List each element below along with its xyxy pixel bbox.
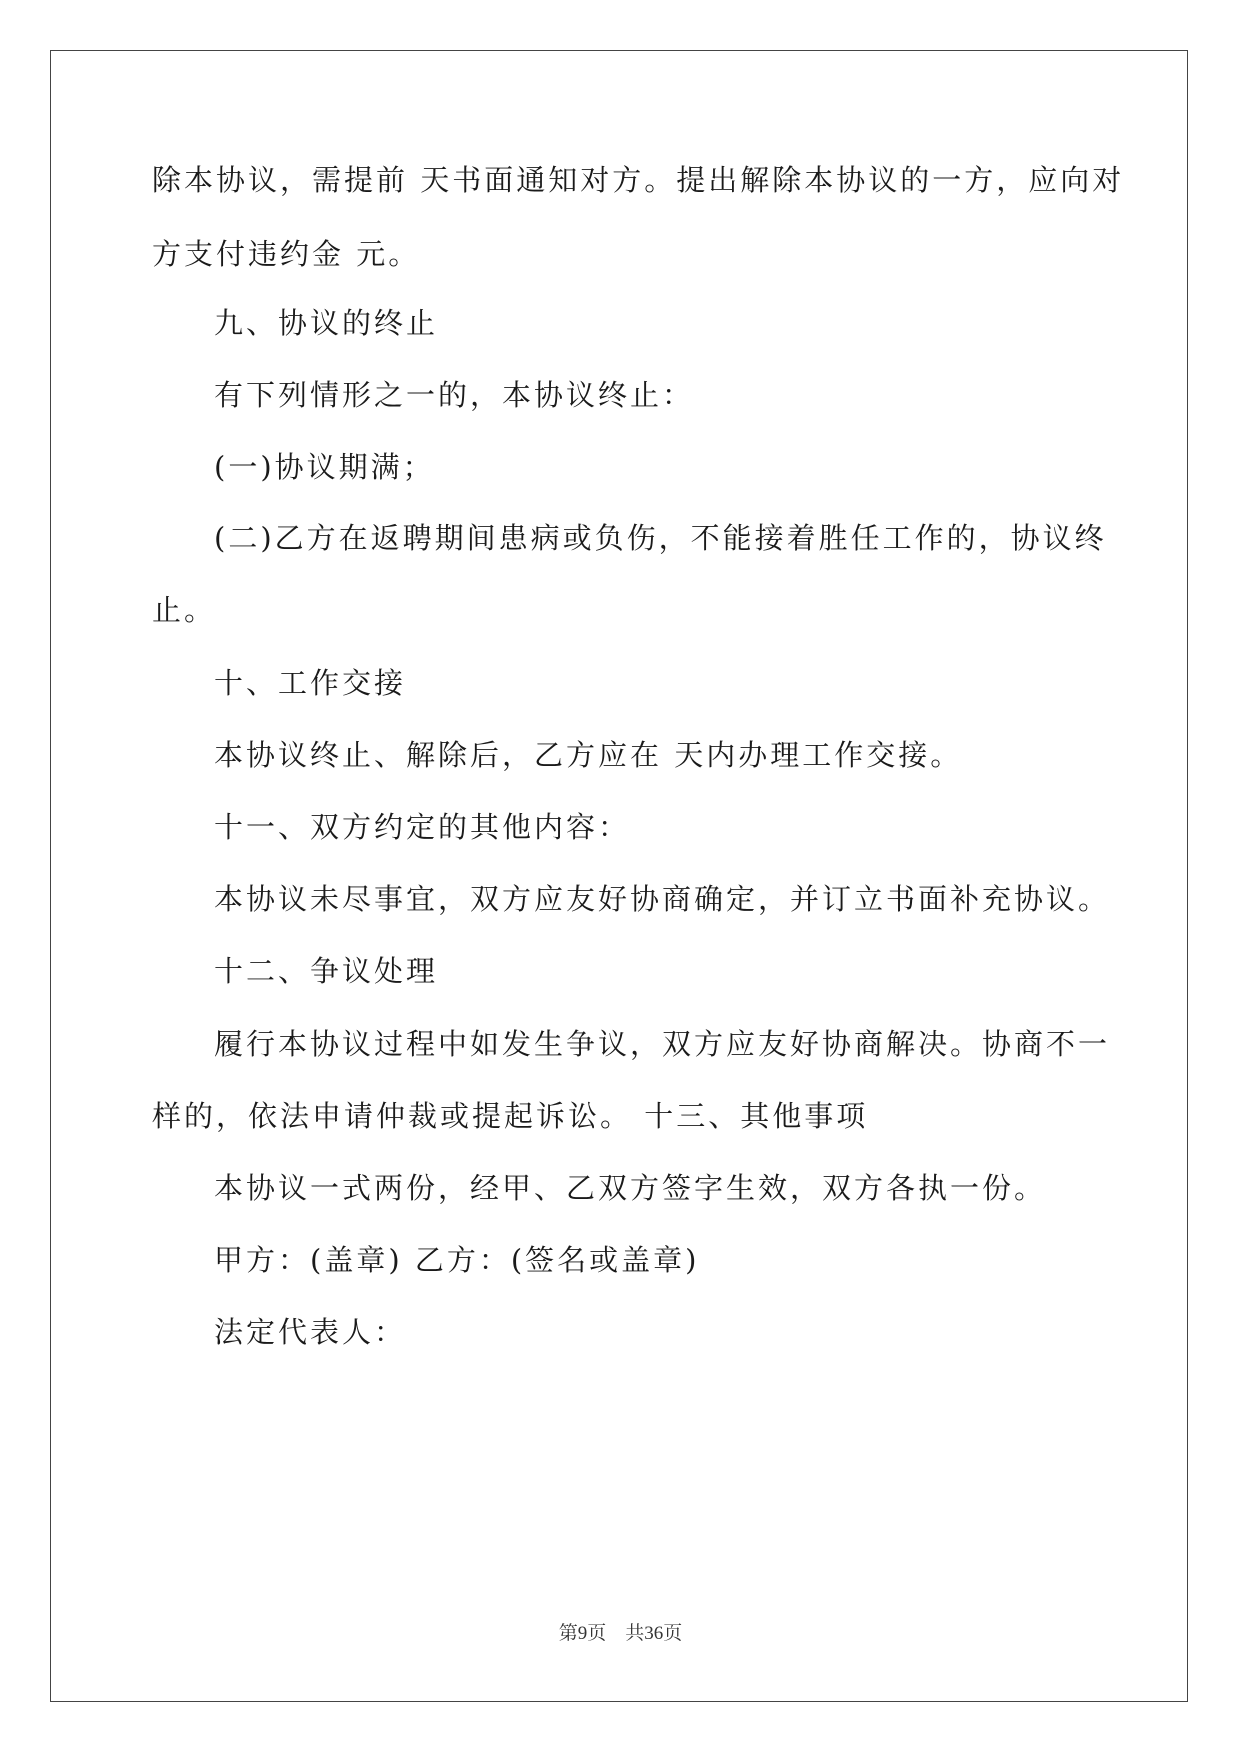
paragraph-line: 除本协议，需提前 天书面通知对方。提出解除本协议的一方，应向对 xyxy=(152,163,1125,197)
paragraph-line: 履行本协议过程中如发生争议，双方应友好协商解决。协商不一 xyxy=(214,1027,1111,1061)
paragraph-line: 本协议一式两份，经甲、乙双方签字生效，双方各执一份。 xyxy=(214,1171,1047,1205)
paragraph-line: 有下列情形之一的，本协议终止： xyxy=(214,378,695,412)
list-item: (一)协议期满； xyxy=(214,450,435,484)
paragraph-line: 止。 xyxy=(152,593,217,627)
page-footer xyxy=(0,1618,1241,1645)
paragraph-line: 样的，依法申请仲裁或提起诉讼。 十三、其他事项 xyxy=(152,1099,869,1133)
section-heading: 十二、争议处理 xyxy=(214,954,439,988)
page-border xyxy=(50,50,1188,1702)
section-heading: 十一、双方约定的其他内容： xyxy=(214,810,631,844)
list-item: (二)乙方在返聘期间患病或负伤，不能接着胜任工作的，协议终 xyxy=(214,521,1107,555)
section-heading: 十、工作交接 xyxy=(214,666,407,700)
paragraph-line: 本协议未尽事宜，双方应友好协商确定，并订立书面补充协议。 xyxy=(214,882,1111,916)
signature-line: 法定代表人： xyxy=(214,1315,407,1349)
page-number: 第9页 共36页 xyxy=(558,1623,683,1644)
paragraph-line: 方支付违约金 元。 xyxy=(152,237,421,271)
paragraph-line: 本协议终止、解除后，乙方应在 天内办理工作交接。 xyxy=(214,738,963,772)
section-heading: 九、协议的终止 xyxy=(214,306,439,340)
signature-line: 甲方：(盖章) 乙方：(签名或盖章) xyxy=(214,1243,700,1277)
